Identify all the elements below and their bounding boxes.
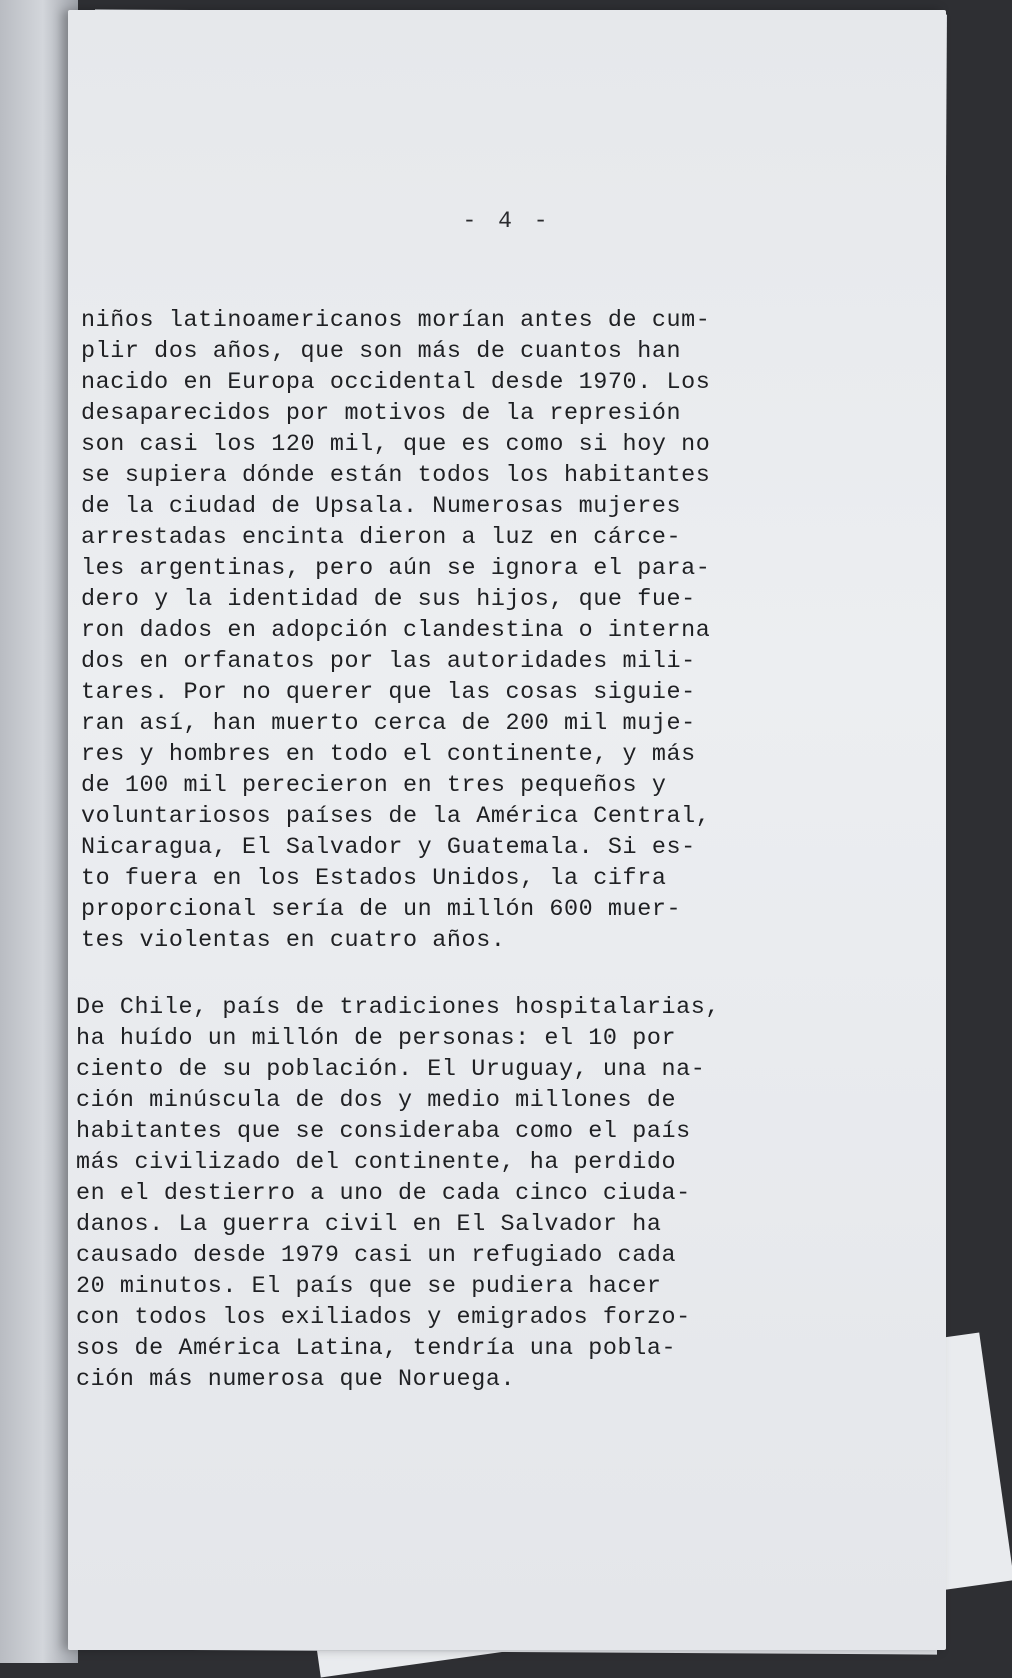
text-line: voluntariosos países de la América Central, xyxy=(81,804,711,830)
text-line: plir dos años, que son más de cuantos han xyxy=(81,339,682,365)
typewritten-page xyxy=(68,10,946,1650)
text-line: dero y la identidad de sus hijos, que fue- xyxy=(81,587,696,613)
text-line: proporcional sería de un millón 600 muer- xyxy=(81,897,682,923)
text-line: ha huído un millón de personas: el 10 por xyxy=(76,1026,677,1052)
text-line: ron dados en adopción clandestina o interna xyxy=(81,618,711,644)
text-line: habitantes que se consideraba como el país xyxy=(76,1119,691,1145)
text-line: niños latinoamericanos morían antes de cum- xyxy=(81,308,711,334)
text-line: más civilizado del continente, ha perdido xyxy=(76,1150,677,1176)
text-line: ción minúscula de dos y medio millones de xyxy=(76,1088,677,1114)
page-number: - 4 - xyxy=(462,208,552,234)
text-line: desaparecidos por motivos de la represión xyxy=(81,401,682,427)
text-line: causado desde 1979 casi un refugiado cada xyxy=(76,1243,677,1269)
text-line: sos de América Latina, tendría una pobla- xyxy=(76,1336,677,1362)
text-line: ran así, han muerto cerca de 200 mil muje- xyxy=(81,711,696,737)
text-line: ción más numerosa que Noruega. xyxy=(76,1367,516,1393)
text-line: De Chile, país de tradiciones hospitalarias, xyxy=(76,995,721,1021)
text-line: tes violentas en cuatro años. xyxy=(81,928,506,954)
left-page-edge xyxy=(0,0,78,1663)
paragraph-1 xyxy=(81,306,710,957)
text-line: Nicaragua, El Salvador y Guatemala. Si es- xyxy=(81,835,696,861)
text-line: tares. Por no querer que las cosas siguie- xyxy=(81,680,696,706)
text-line: ciento de su población. El Uruguay, una na- xyxy=(76,1057,706,1083)
text-line: son casi los 120 mil, que es como si hoy no xyxy=(81,432,711,458)
text-line: de la ciudad de Upsala. Numerosas mujeres xyxy=(81,494,682,520)
text-line: dos en orfanatos por las autoridades mili- xyxy=(81,649,696,675)
paragraph-2 xyxy=(76,993,720,1396)
text-line: se supiera dónde están todos los habitantes xyxy=(81,463,711,489)
text-line: con todos los exiliados y emigrados forzo- xyxy=(76,1305,691,1331)
text-line: 20 minutos. El país que se pudiera hacer xyxy=(76,1274,662,1300)
text-line: to fuera en los Estados Unidos, la cifra xyxy=(81,866,667,892)
text-line: danos. La guerra civil en El Salvador ha xyxy=(76,1212,662,1238)
text-line: les argentinas, pero aún se ignora el para- xyxy=(81,556,711,582)
text-line: de 100 mil perecieron en tres pequeños y xyxy=(81,773,667,799)
text-line: nacido en Europa occidental desde 1970. Los xyxy=(81,370,711,396)
text-line: arrestadas encinta dieron a luz en cárce- xyxy=(81,525,682,551)
text-line: res y hombres en todo el continente, y más xyxy=(81,742,696,768)
text-line: en el destierro a uno de cada cinco ciuda- xyxy=(76,1181,691,1207)
